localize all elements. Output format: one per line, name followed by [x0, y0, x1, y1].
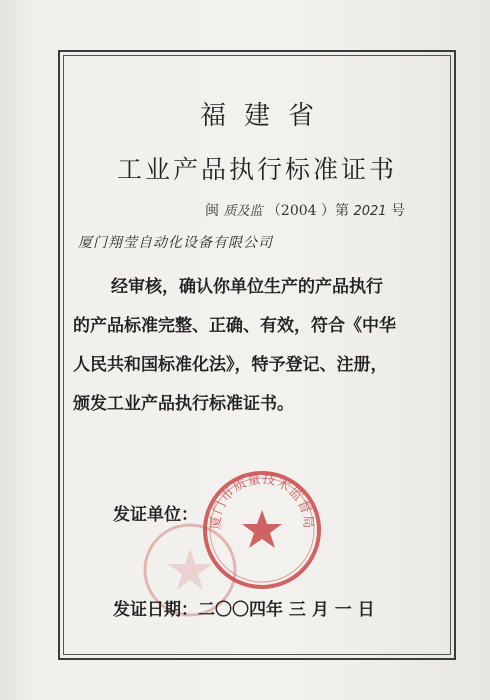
body-line: 经审核，确认你单位生产的产品执行: [111, 277, 383, 297]
seal-text: 厦门市质量技术监督局: [208, 471, 316, 530]
issue-date-value: 二〇〇四年 三 月 一 日: [198, 600, 375, 620]
certificate-body: [73, 268, 443, 424]
title-province: 福建省: [199, 101, 332, 131]
body-line: 的产品标准完整、正确、有效，符合《中华: [73, 316, 396, 336]
body-line: 人民共和国标准化法》，特予登记、注册，: [73, 355, 388, 375]
title-main: 工业产品执行标准证书: [116, 155, 397, 184]
issue-date-label: 发证日期：: [113, 600, 198, 620]
number-year: （2004: [266, 203, 317, 219]
number-middle: ）第: [321, 203, 350, 219]
company-name: 厦门翔莹自动化设备有限公司: [78, 235, 273, 251]
issuer-label: 发证单位：: [113, 505, 198, 525]
body-line: 颁发工业产品执行标准证书。: [73, 394, 294, 414]
certificate-number: [205, 200, 405, 220]
number-serial: 2021: [353, 204, 387, 219]
number-suffix: 号: [391, 203, 406, 219]
number-handwritten-code: 质及监: [223, 204, 263, 219]
issue-date: [113, 595, 375, 620]
number-prefix: 闽: [205, 203, 219, 219]
official-seal: [200, 468, 324, 592]
